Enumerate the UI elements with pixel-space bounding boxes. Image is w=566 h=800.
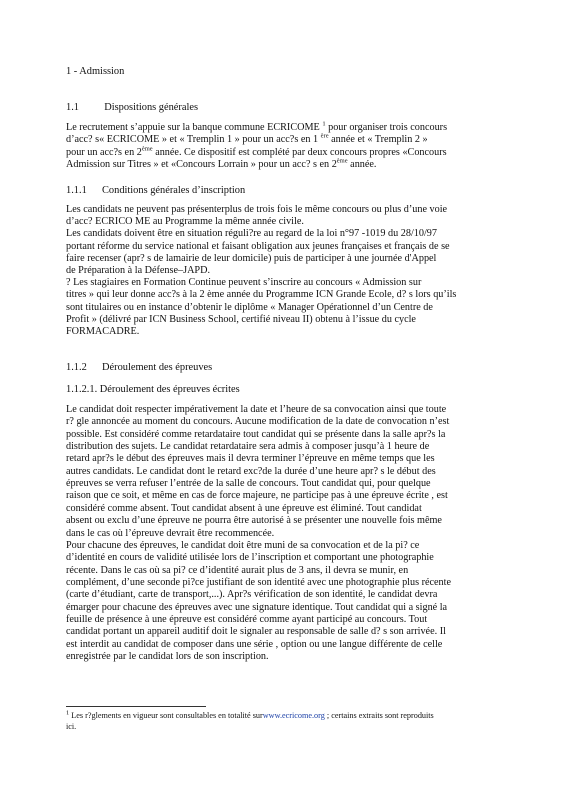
- section-title: Conditions générales d’inscription: [102, 185, 246, 196]
- text-line: autres candidats. Le candidat dont le retard exc?de la durée d’une heure apr? s le début des: [66, 465, 436, 477]
- section-heading-1-1: [66, 102, 198, 114]
- section-number: 1.1.1: [66, 185, 87, 196]
- text-line: r? gle annoncée au moment du concours. Aucune modification de la date de convocation n’est: [66, 416, 450, 428]
- section-heading-1-1-2-1: 1.1.2.1. Déroulement des épreuves écrites: [66, 384, 240, 395]
- text-line: considéré comme absent. Tout candidat absent à une épreuve est éliminé. Tout candidat: [66, 502, 422, 514]
- text-line: feuille de présence à une épreuve est considéré comme ayant participé au concours. Tout: [66, 613, 428, 625]
- section-heading-1-1-2: [66, 362, 212, 374]
- text-line: est interdit au candidat de composer dans une série , option ou une langue différente de celle: [66, 638, 443, 650]
- superscript[interactable]: 1: [322, 120, 326, 128]
- text-line: absent ou exclu d’une épreuve ne pourra être autorisé à se présenter une nouvelle fois même: [66, 515, 442, 527]
- text-line: possible. Est considéré comme retardataire tout candidat qui se présente dans la salle apr?s la: [66, 428, 446, 440]
- section-number: 1.1: [66, 102, 79, 113]
- text-line: [66, 159, 376, 171]
- text-line: d’acc? ECRICO ME au Programme la même année civile.: [66, 216, 304, 228]
- superscript: ème: [141, 145, 153, 153]
- text-line: Le candidat doit respecter impérativement la date et l’heure de sa convocation ainsi que toute: [66, 404, 447, 415]
- footnote-divider: [66, 706, 206, 707]
- text-line: [66, 134, 428, 146]
- text-run: pour organiser trois concours: [325, 122, 448, 133]
- text-line: dans le cas où l’épreuve devrait être recommencée.: [66, 527, 275, 539]
- section-title: Dispositions générales: [104, 102, 199, 113]
- text-run: Le recrutement s’appuie sur la banque commune ECRICOME: [66, 122, 323, 133]
- text-line: (carte d’étudiant, carte de transport,...). Apr?s vérification de son identité, le candidat devra: [66, 589, 438, 601]
- text-line: récente. Dans le cas où sa pi? ce d’identité aurait plus de 3 ans, il devra se munir, en: [66, 564, 409, 576]
- text-line: raison que ce soit, et même en cas de force majeure, ne participe pas à une épreuve écrite , est: [66, 490, 448, 502]
- footnote-text-after: ; certains extraits sont reproduits: [324, 711, 434, 720]
- text-line: enregistrée par le candidat lors de son inscription.: [66, 651, 269, 662]
- text-line: de Préparation à la Défense–JAPD.: [66, 265, 210, 276]
- superscript: ème: [336, 157, 348, 165]
- text-line: FORMACADRE.: [66, 326, 140, 337]
- footnote-mark: 1: [66, 709, 70, 717]
- section-heading-1-1-1: [66, 185, 245, 197]
- footnote-text-before: Les r?glements en vigueur sont consultables en totalité sur: [69, 711, 263, 720]
- text-line: Les candidats ne peuvent pas présenterplus de trois fois le même concours ou plus d’une voie: [66, 204, 448, 215]
- footnote-link[interactable]: www.ecricome.org: [262, 711, 325, 720]
- footnote: [66, 711, 506, 721]
- footnote-line-2: ici.: [66, 722, 77, 731]
- section-heading-admission: 1 - Admission: [66, 66, 125, 77]
- text-line: émarger pour chacune des épreuves avec une signature identique. Tout candidat qui a signé la: [66, 601, 448, 613]
- text-run: d’acc? s« ECRICOME » et « Tremplin 1 » pour un acc?s en 1: [66, 134, 321, 146]
- text-run: Admission sur Titres » et «Concours Lorrain » pour un acc? s en 2: [66, 158, 337, 170]
- text-line: complément, d’une seconde pi?ce justifiant de son identité avec une photographie plus récente: [66, 576, 452, 588]
- text-line: Pour chacune des épreuves, le candidat doit être muni de sa convocation et de la pi? ce: [66, 539, 420, 551]
- text-line: distribution des sujets. Le candidat retardataire sera admis à composer jusqu’à 1 heure de: [66, 441, 430, 453]
- text-run: année.: [347, 158, 377, 170]
- section-number: 1.1.2: [66, 362, 87, 373]
- section-title: Déroulement des épreuves: [102, 362, 213, 373]
- text-line: retard apr?s le début des épreuves mais il devra terminer l’épreuve en même temps que les: [66, 453, 435, 465]
- text-run: année et « Tremplin 2 »: [328, 134, 428, 146]
- text-run: année. Ce dispositif est complété par deux concours propres «Concours: [152, 146, 447, 158]
- text-line: faire recenser (apr? s de lamairie de leur domicile) puis de participer à une journée d'Appel: [66, 252, 437, 264]
- text-line: épreuves se verra refuser l’entrée de la salle de concours. Tout candidat qui, pour quelque: [66, 478, 431, 490]
- text-line: [66, 147, 447, 159]
- text-line: titres » qui leur donne acc?s à la 2 ème année du Programme ICN Grande Ecole, d? s lors qu’ils: [66, 289, 457, 301]
- text-line: d’identité en cours de validité utilisée lors de l’inscription et comportant une photographie: [66, 552, 434, 564]
- superscript: ère: [320, 132, 329, 140]
- text-line: [66, 122, 447, 134]
- text-run: pour un acc?s en 2: [66, 146, 142, 158]
- text-line: candidat portant un appareil auditif doit le signaler au responsable de salle d? s son arrivée. Il: [66, 626, 446, 638]
- text-line: Les candidats doivent être en situation réguli?re au regard de la loi n°97 -1019 du 28/10/97: [66, 228, 437, 240]
- text-line: sont titulaires ou en instance d’obtenir le diplôme « Manager Opérationnel d’un Centre de: [66, 301, 433, 313]
- text-line: ? Les stagiaires en Formation Continue peuvent s’inscrire au concours « Admission sur: [66, 277, 422, 289]
- text-line: portant réforme du service national et faisant obligation aux jeunes françaises et français de se: [66, 240, 450, 252]
- text-line: Profit » (délivré par ICN Business School, certifié niveau II) obtenu à l’issue du cycle: [66, 313, 416, 325]
